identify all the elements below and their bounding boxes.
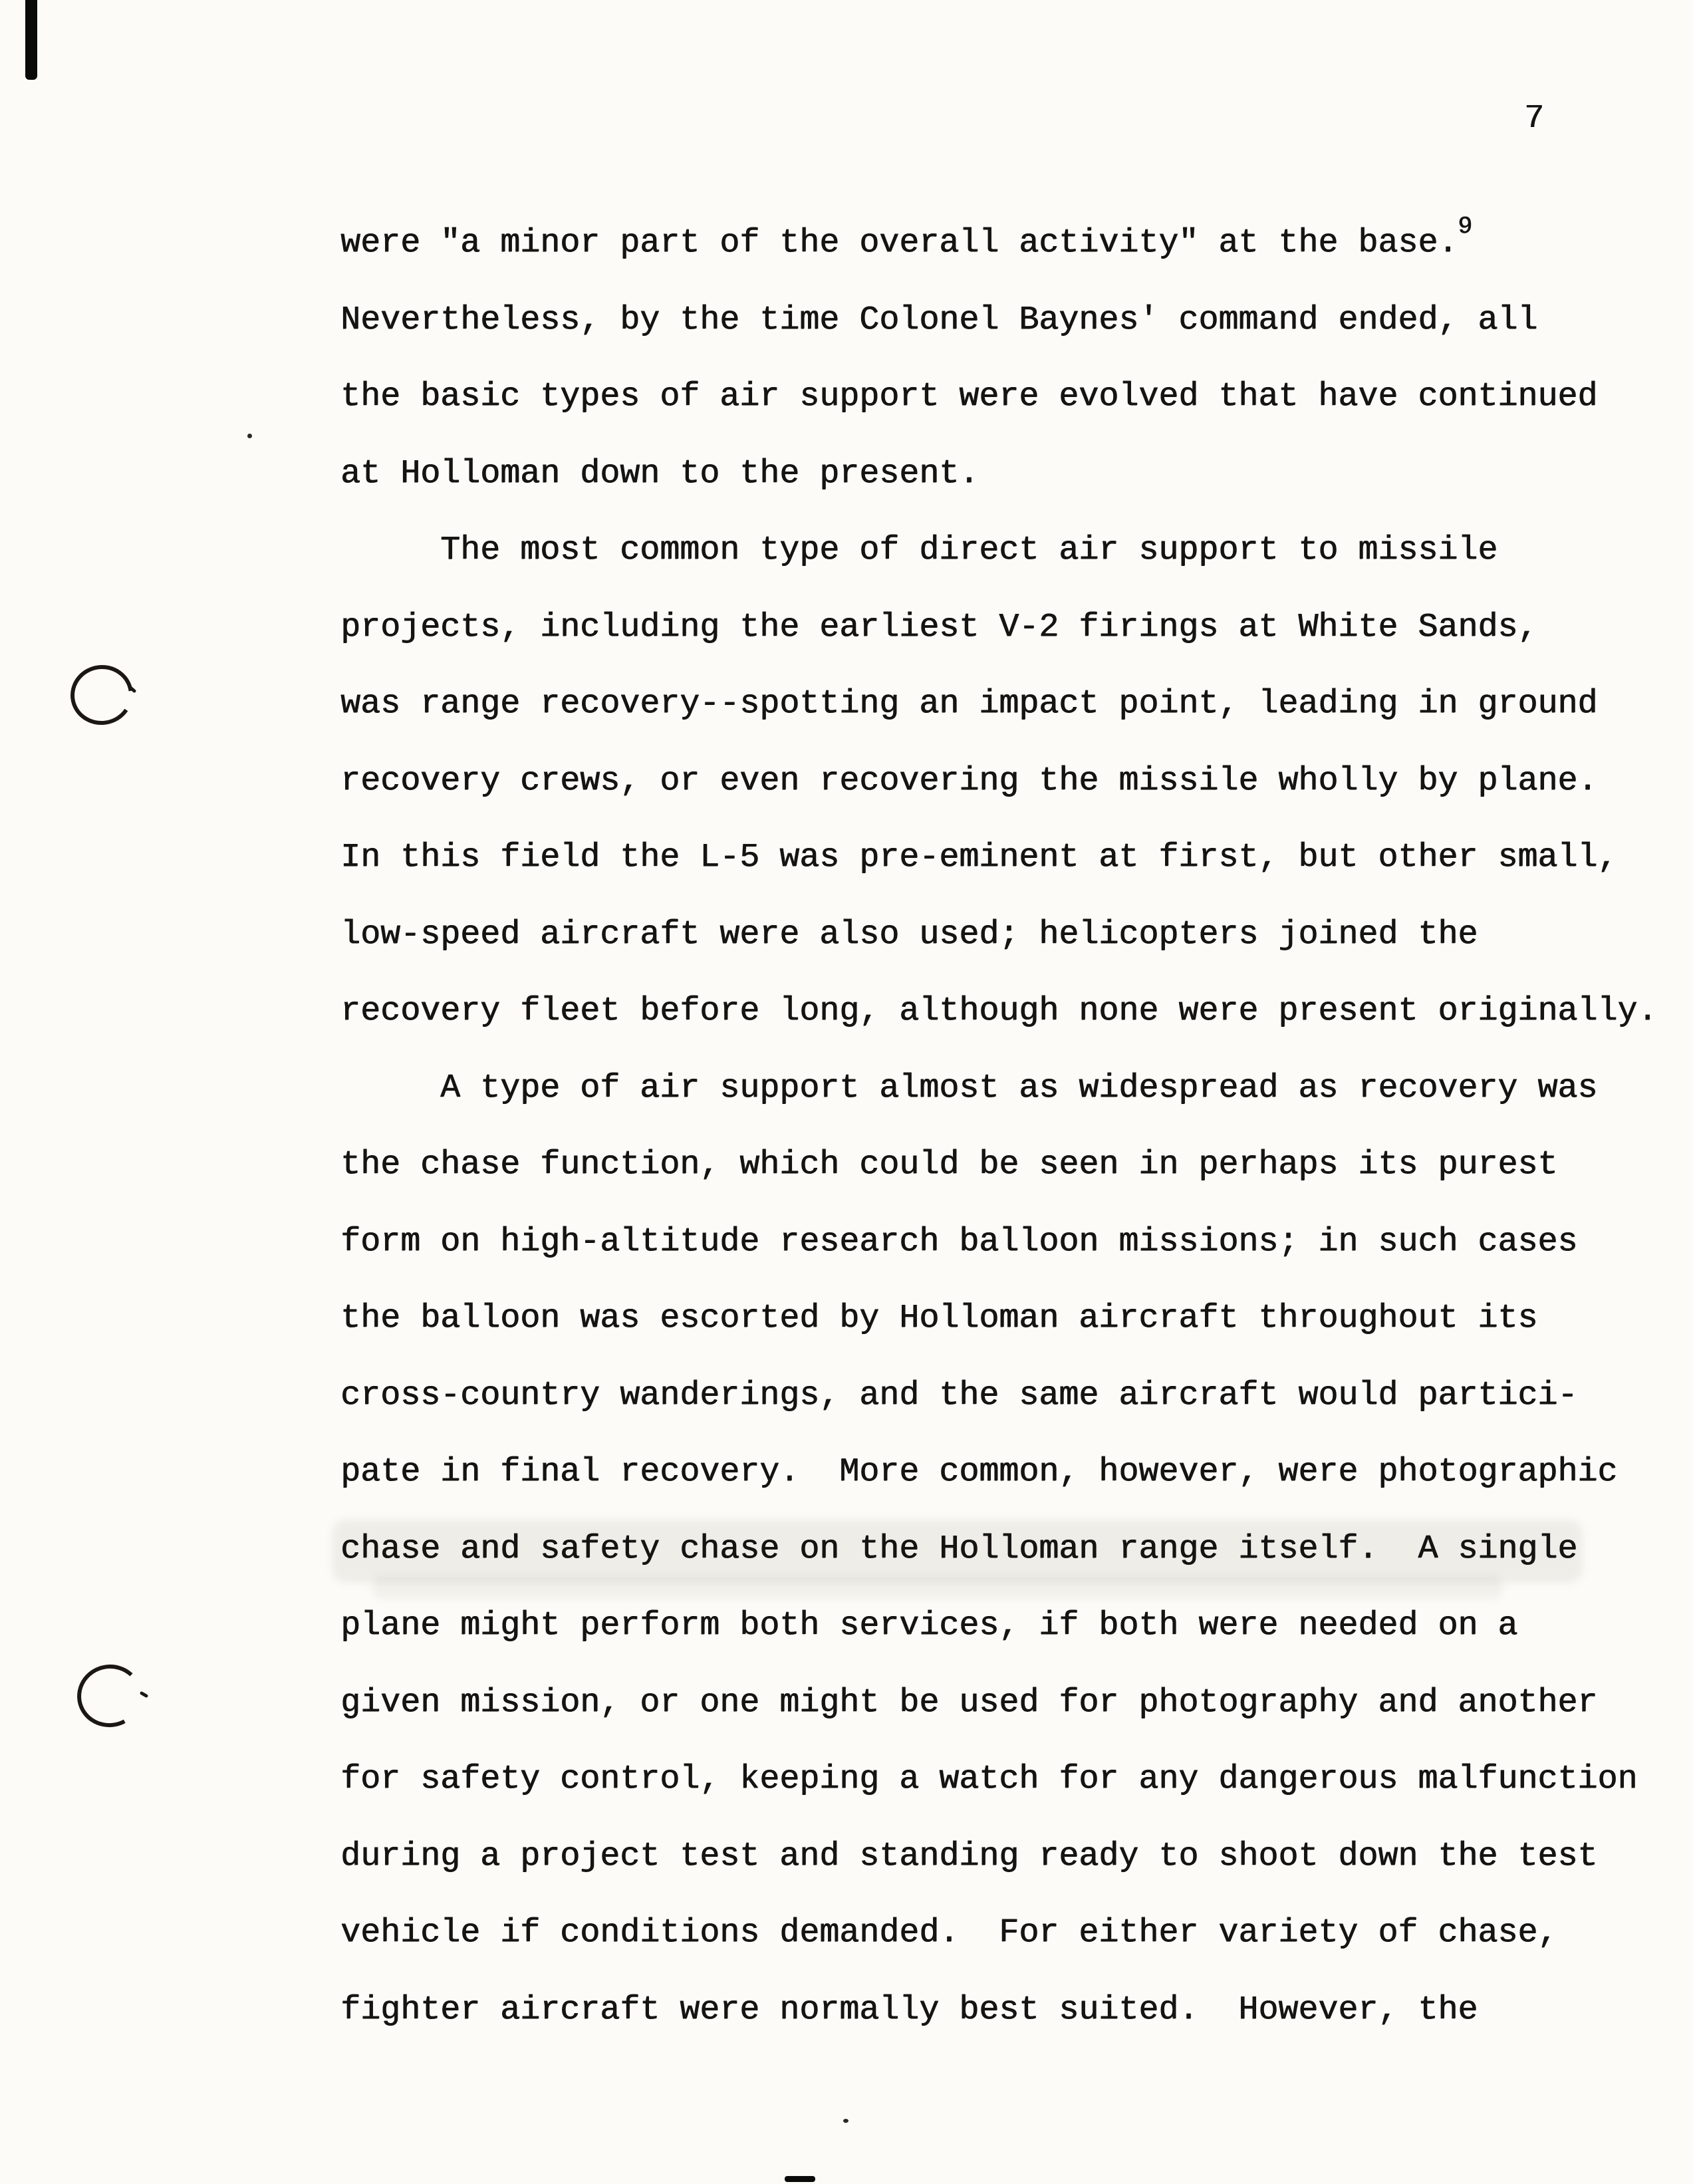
- text-line: pate in final recovery. More common, however, were photographic: [340, 1453, 1618, 1491]
- text-line: given mission, or one might be used for photography and another: [340, 1683, 1598, 1722]
- text-line: form on high-altitude research balloon missions; in such cases: [340, 1222, 1578, 1261]
- text-line: recovery fleet before long, although none were present originally.: [340, 992, 1658, 1030]
- text-line: The most common type of direct air support to missile: [440, 531, 1498, 569]
- scan-edge-artifact: [785, 2176, 815, 2182]
- text-line: plane might perform both services, if both were needed on a: [340, 1607, 1518, 1645]
- text-line: during a project test and standing ready to shoot down the test: [340, 1837, 1598, 1875]
- text-line: fighter aircraft were normally best suited. However, the: [340, 1990, 1478, 2029]
- text-line: A type of air support almost as widespread as recovery was: [440, 1069, 1598, 1107]
- text-line: projects, including the earliest V-2 firings at White Sands,: [340, 608, 1538, 646]
- text-line: the balloon was escorted by Holloman aircraft throughout its: [340, 1299, 1538, 1337]
- margin-circle-mark: [75, 1661, 152, 1732]
- text-line: for safety control, keeping a watch for any dangerous malfunction: [340, 1760, 1638, 1798]
- text-line: cross-country wanderings, and the same aircraft would partici-: [340, 1376, 1578, 1415]
- footnote-reference: 9: [1458, 213, 1472, 240]
- margin-circle-mark: [68, 662, 138, 730]
- text-line: at Holloman down to the present.: [340, 454, 979, 493]
- text-line: In this field the L-5 was pre-eminent at first, but other small,: [340, 839, 1618, 877]
- text-line: vehicle if conditions demanded. For either variety of chase,: [340, 1914, 1558, 1952]
- text-line: recovery crews, or even recovering the missile wholly by plane.: [340, 761, 1598, 800]
- scan-speck-artifact: [247, 434, 252, 438]
- text-line: were "a minor part of the overall activity" at the base.$^9$: [340, 213, 1472, 262]
- scan-edge-artifact: [25, 0, 37, 80]
- text-line: low-speed aircraft were also used; helicopters joined the: [340, 915, 1478, 954]
- text-block: [340, 205, 1657, 2048]
- text-line: chase and safety chase on the Holloman range itself. A single: [340, 1530, 1578, 1568]
- text-line: the chase function, which could be seen in perhaps its purest: [340, 1146, 1558, 1184]
- text-line: Nevertheless, by the time Colonel Baynes' command ended, all: [340, 301, 1538, 339]
- scan-speck-artifact: [843, 2119, 848, 2123]
- text-line: was range recovery--spotting an impact point, leading in ground: [340, 685, 1598, 723]
- text-line: the basic types of air support were evolved that have continued: [340, 378, 1598, 416]
- page-number: 7: [1524, 100, 1545, 138]
